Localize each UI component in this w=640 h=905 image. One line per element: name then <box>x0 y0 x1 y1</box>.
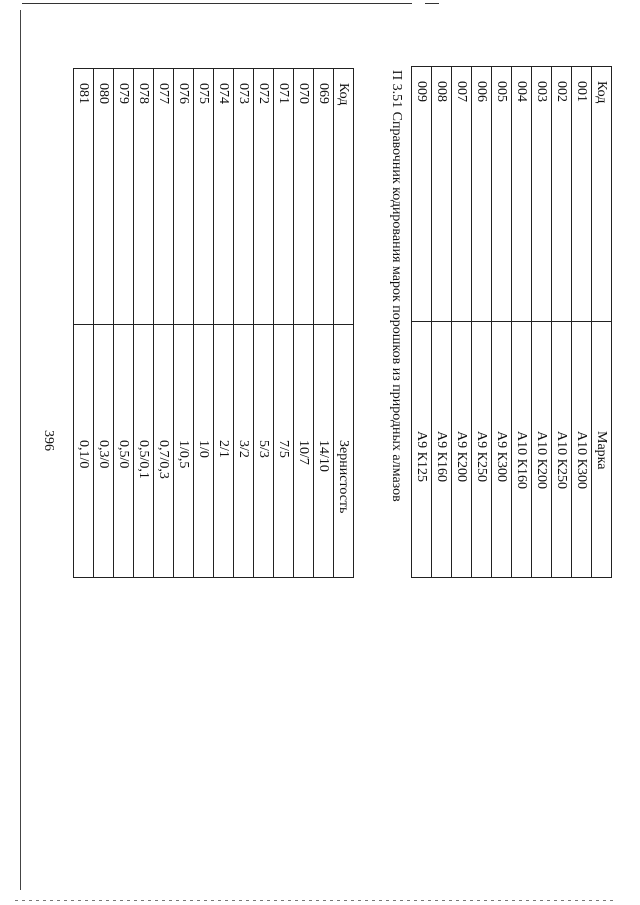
cell-brand: А9 К200 <box>452 322 472 578</box>
cell-code: 006 <box>472 67 492 322</box>
cell-grain: 0,5/0 <box>114 325 134 578</box>
table-row <box>174 69 194 578</box>
table-row <box>94 69 114 578</box>
table-row <box>134 69 154 578</box>
column-header-code: Код <box>592 67 612 322</box>
cell-brand: А10 К250 <box>552 322 572 578</box>
page-number: 396 <box>41 430 56 451</box>
table-row <box>572 67 592 578</box>
cell-code: 072 <box>254 69 274 325</box>
cell-code: 003 <box>532 67 552 322</box>
table-row <box>432 67 452 578</box>
table-row <box>194 69 214 578</box>
cell-grain: 3/2 <box>234 325 254 578</box>
cell-grain: 2/1 <box>214 325 234 578</box>
column-header-grain: Зернистость <box>334 325 354 578</box>
grain-size-table <box>73 68 354 578</box>
cell-grain: 0,5/0,1 <box>134 325 154 578</box>
table-row <box>294 69 314 578</box>
table-row <box>452 67 472 578</box>
cell-code: 071 <box>274 69 294 325</box>
table-row <box>274 69 294 578</box>
column-header-code: Код <box>334 69 354 325</box>
cell-code: 081 <box>74 69 94 325</box>
table-row <box>254 69 274 578</box>
table-row <box>314 69 334 578</box>
table-header-row <box>334 69 354 578</box>
brand-code-table <box>411 66 612 578</box>
table-row <box>214 69 234 578</box>
cell-code: 004 <box>512 67 532 322</box>
cell-grain: 5/3 <box>254 325 274 578</box>
table-row <box>412 67 432 578</box>
table-row <box>472 67 492 578</box>
cell-brand: А10 К160 <box>512 322 532 578</box>
cell-grain: 0,1/0 <box>74 325 94 578</box>
cell-brand: А10 К300 <box>572 322 592 578</box>
cell-code: 077 <box>154 69 174 325</box>
cell-grain: 14/10 <box>314 325 334 578</box>
cell-grain: 1/0,5 <box>174 325 194 578</box>
cell-grain: 7/5 <box>274 325 294 578</box>
table-row <box>532 67 552 578</box>
table-row <box>154 69 174 578</box>
cell-code: 009 <box>412 67 432 322</box>
cell-code: 078 <box>134 69 154 325</box>
cell-grain: 0,3/0 <box>94 325 114 578</box>
cell-code: 074 <box>214 69 234 325</box>
cell-code: 080 <box>94 69 114 325</box>
table-row <box>74 69 94 578</box>
table-row <box>492 67 512 578</box>
cell-code: 073 <box>234 69 254 325</box>
cell-brand: А10 К200 <box>532 322 552 578</box>
cell-code: 075 <box>194 69 214 325</box>
table-caption: П 3.51 Справочник кодирования марок порошков из природных алмазов <box>389 70 404 502</box>
table-row <box>552 67 572 578</box>
cell-code: 005 <box>492 67 512 322</box>
cell-grain: 0,7/0,3 <box>154 325 174 578</box>
table-row <box>114 69 134 578</box>
column-header-brand: Марка <box>592 322 612 578</box>
cell-code: 069 <box>314 69 334 325</box>
cell-brand: А9 К125 <box>412 322 432 578</box>
cell-brand: А9 К300 <box>492 322 512 578</box>
cell-brand: А9 К160 <box>432 322 452 578</box>
table-row <box>512 67 532 578</box>
cell-brand: А9 К250 <box>472 322 492 578</box>
cell-code: 002 <box>552 67 572 322</box>
cell-code: 001 <box>572 67 592 322</box>
cell-grain: 1/0 <box>194 325 214 578</box>
cell-grain: 10/7 <box>294 325 314 578</box>
table-header-row <box>592 67 612 578</box>
cell-code: 070 <box>294 69 314 325</box>
cell-code: 079 <box>114 69 134 325</box>
cell-code: 008 <box>432 67 452 322</box>
cell-code: 007 <box>452 67 472 322</box>
cell-code: 076 <box>174 69 194 325</box>
table-row <box>234 69 254 578</box>
